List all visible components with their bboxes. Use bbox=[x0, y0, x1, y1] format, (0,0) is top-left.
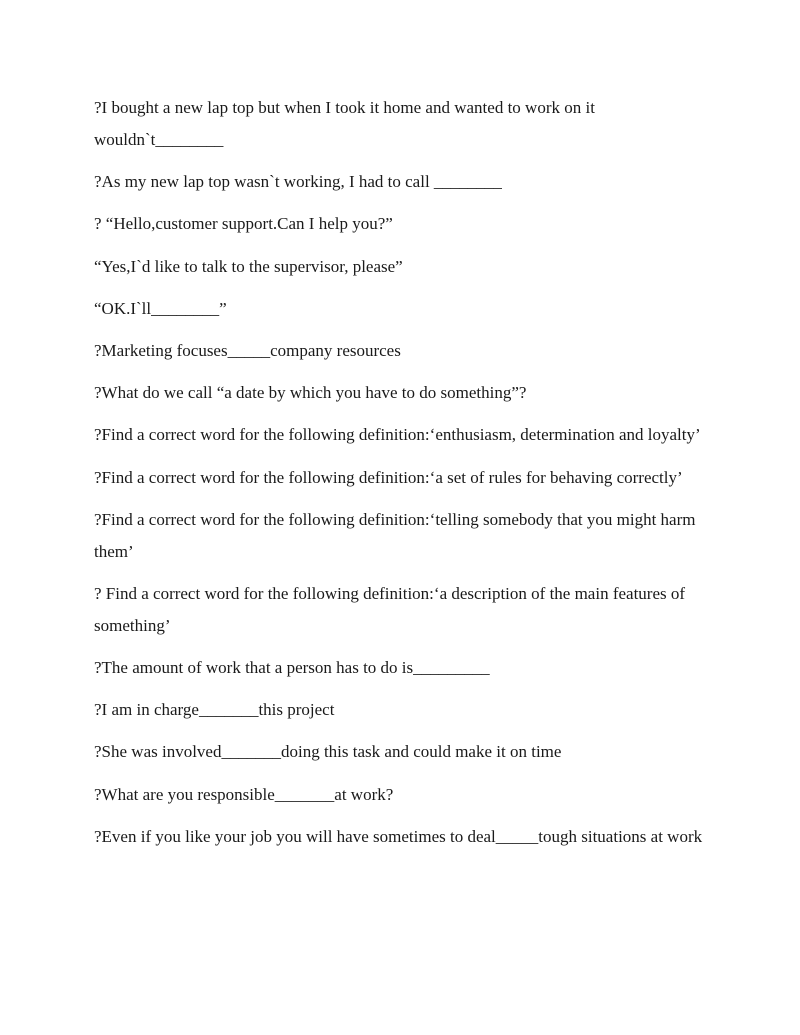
dialogue-customer-support: ? “Hello,customer support.Can I help you?” bbox=[94, 214, 393, 234]
question-amount-of-work: ?The amount of work that a person has to do is_________ bbox=[94, 658, 490, 678]
question-deadline: ?What do we call “a date by which you have to do something”? bbox=[94, 383, 527, 403]
dialogue-ok-reply: “OK.I`ll________” bbox=[94, 298, 227, 318]
question-definition-rules: ?Find a correct word for the following definition:‘a set of rules for behaving correctly’ bbox=[94, 467, 683, 487]
question-definition-enthusiasm: ?Find a correct word for the following definition:‘enthusiasm, determination and loyalty’ bbox=[94, 425, 701, 445]
question-marketing-focuses: ?Marketing focuses_____company resources bbox=[94, 340, 401, 360]
question-had-to-call: ?As my new lap top wasn`t working, I had to call ________ bbox=[94, 172, 502, 192]
question-involved: ?She was involved_______doing this task and could make it on time bbox=[94, 742, 562, 762]
question-lap-top-not-working: ?I bought a new lap top but when I took it home and wanted to work on it wouldn`t________ bbox=[94, 98, 595, 149]
question-definition-features: ? Find a correct word for the following definition:‘a description of the main features of something’ bbox=[94, 583, 686, 635]
dialogue-supervisor-request: “Yes,I`d like to talk to the supervisor, please” bbox=[94, 256, 403, 276]
document-body bbox=[94, 92, 706, 863]
question-responsible: ?What are you responsible_______at work? bbox=[94, 784, 394, 804]
question-in-charge: ?I am in charge_______this project bbox=[94, 700, 335, 720]
question-definition-harm: ?Find a correct word for the following definition:‘telling somebody that you might harm them’ bbox=[94, 509, 696, 561]
question-deal-with: ?Even if you like your job you will have sometimes to deal_____tough situations at work bbox=[94, 826, 703, 846]
